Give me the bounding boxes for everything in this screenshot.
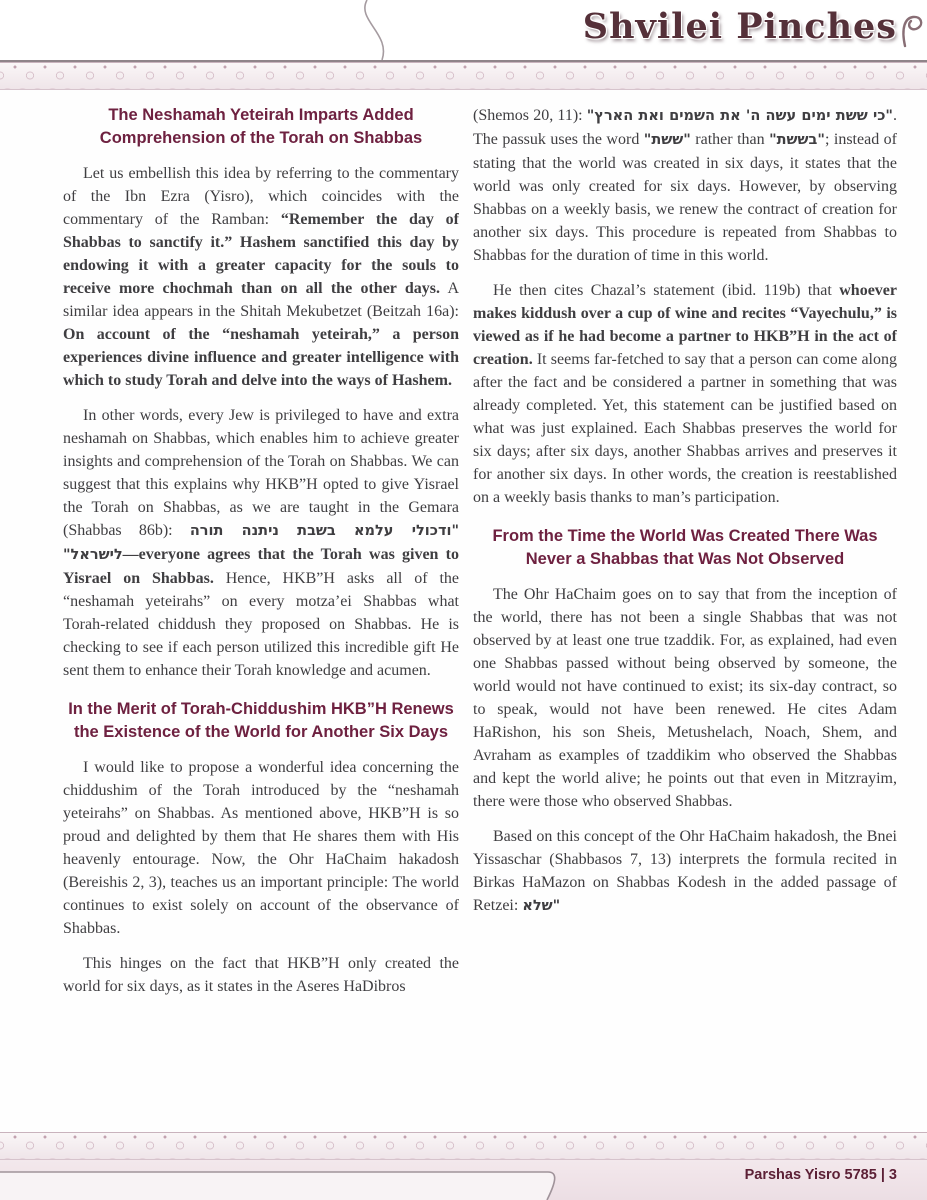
section-heading: In the Merit of Torah-Chiddushim HKB”H Renews the Existence of the World for Another Six Days	[68, 700, 454, 741]
lace-border-top	[0, 62, 927, 90]
paragraph: He then cites Chazal’s statement (ibid. 119b) that whoever makes kiddush over a cup of wine and recites “Vayechulu,” is viewed as if he had become a partner to HKB”H in the act of creation. It seems far-fetched to say that a person can come along after the fact and be considered a partner in something that was already completed. Yet, this statement can be justified based on what was just explained. Each Shabbas preserves the world for six days; after six days, another Shabbas arrives and preserves it for another six days. In other words, the creation is reestablished on a weekly basis thanks to man’s participation.	[473, 282, 897, 506]
section-heading: The Neshamah Yeteirah Imparts Added Comprehension of the Torah on Shabbas	[99, 106, 423, 147]
article-body	[0, 90, 927, 1132]
page-number-footer: Parshas Yisro 5785 | 3	[744, 1167, 897, 1183]
footer-band	[0, 1160, 927, 1200]
paragraph: This hinges on the fact that HKB”H only created the world for six days, as it states in the Aseres HaDibros	[63, 955, 459, 995]
paragraph: Let us embellish this idea by referring to the commentary of the Ibn Ezra (Yisro), which coincides with the commentary of the Ramban: “Remember the day of Shabbas to sanctify it.” Hashem sanctified this day by endowing it with a greater capacity for the souls to receive more chochmah than on all the other days. A similar idea appears in the Shitah Mekubetzet (Beitzah 16a): On account of the “neshamah yeteirah,” a person experiences divine influence and greater intelligence with which to study Torah and delve into the ways of Hashem.	[63, 165, 459, 389]
paragraph: I would like to propose a wonderful idea concerning the chiddushim of the Torah introduced by the “neshamah yeteirahs” on Shabbas. As mentioned above, HKB”H is so proud and delighted by them that He shares them with His heavenly entourage. Now, the Ohr HaChaim hakadosh (Bereishis 2, 3), teaches us an important principle: The world continues to exist solely on account of the observance of Shabbas.	[63, 759, 459, 937]
section-heading: From the Time the World Was Created There Was Never a Shabbas that Was Not Observed	[492, 527, 878, 568]
publication-title: Shvilei Pinches	[582, 6, 897, 47]
header-banner	[0, 0, 927, 62]
paragraph: The Ohr HaChaim goes on to say that from the inception of the world, there has not been a single Shabbas that was not observed by at least one true tzaddik. For, as explained, had even one Shabbas passed without being observed by someone, the world would not have continued to exist; its six-day contract, so to speak, would not have been renewed. He cites Adam HaRishon, his son Sheis, Metushelach, Noach, Shem, and Avraham as examples of tzaddikim who observed the Shabbas and kept the world alive; he points out that even in Mitzrayim, there were those who observed Shabbas.	[473, 586, 897, 810]
column-right	[473, 102, 897, 1132]
paragraph: Based on this concept of the Ohr HaChaim hakadosh, the Bnei Yissaschar (Shabbasos 7, 13) interprets the formula recited in Birkas HaMazon on Shabbas Kodesh in the added passage of Retzei: "שלא	[473, 828, 897, 914]
paragraph: In other words, every Jew is privileged to have and extra neshamah on Shabbas, which enables him to achieve greater insights and comprehension of the Torah on Shabbas. We can suggest that this explains why HKB”H opted to give Yisrael the Torah on Shabbas, as we are taught in the Gemara (Shabbas 86b): "ודכולי עלמא בשבת ניתנה תורה לישראל"—everyone agrees that the Torah was given to Yisrael on Shabbas. Hence, HKB”H asks all of the “neshamah yeteirahs” on every motza’ei Shabbas what Torah-related chiddush they proposed on Shabbas. He is checking to see if each person utilized this incredible gift He sent them to enhance their Torah knowledge and acumen.	[63, 407, 459, 679]
column-left	[63, 102, 459, 1132]
scroll-ornament-icon	[897, 12, 925, 48]
lace-border-bottom	[0, 1132, 927, 1160]
paragraph: (Shemos 20, 11): "כי ששת ימים עשה ה' את השמים ואת הארץ". The passuk uses the word "ששת" rather than "בששת"; instead of stating that the world was created in six days, it states that the world was only created for six days. However, by observing Shabbas on a weekly basis, we renew the contract of creation for another six days. This procedure is repeated from Shabbas to Shabbas for the duration of time in this world.	[473, 107, 897, 264]
